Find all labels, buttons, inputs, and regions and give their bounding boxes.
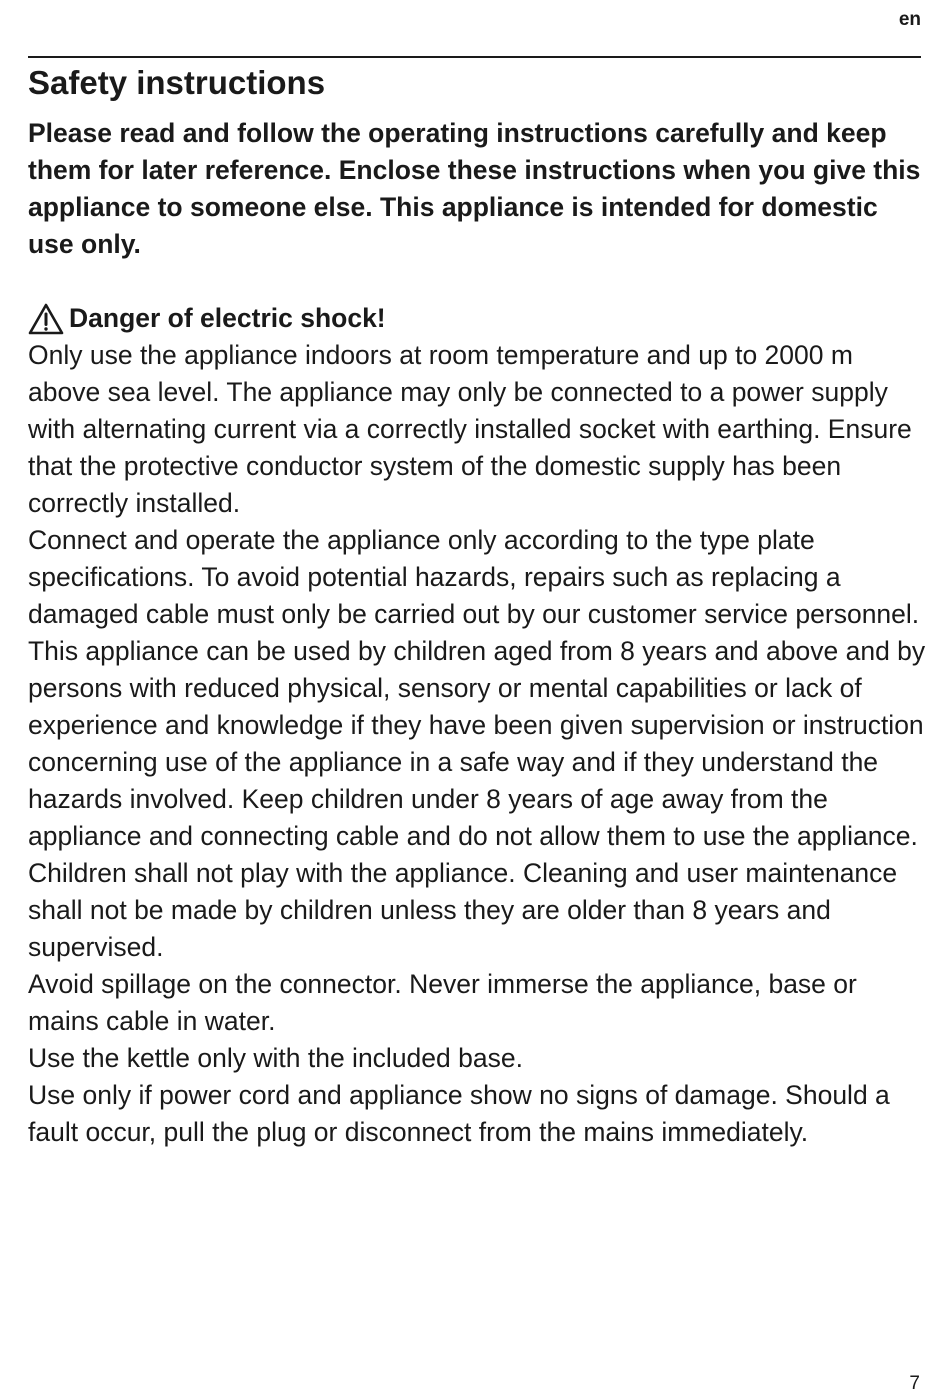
warning-heading: Danger of electric shock! xyxy=(69,303,386,333)
safety-section xyxy=(28,61,928,1151)
warning-heading-row xyxy=(28,300,928,337)
page-number: 7 xyxy=(909,1373,920,1394)
paragraph-children: This appliance can be used by children aged from 8 years and above and by persons with reduced physical, sensory or mental capabilities or lack of experience and knowledge if they have been given supervision or instruction concerning use of the appliance in a safe way and if they understand the hazards involved. Keep children under 8 years of age away from the appliance and connecting cable and do not allow them to use the appliance. Children shall not play with the appliance. Cleaning and user maintenance shall not be made by children unless they are older than 8 years and supervised. xyxy=(28,636,926,962)
paragraph-type-plate: Connect and operate the appliance only according to the type plate specifications. To avoid potential hazards, repairs such as replacing a damaged cable must only be carried out by our customer service personnel. xyxy=(28,525,920,629)
paragraph-base: Use the kettle only with the included base. xyxy=(28,1043,523,1073)
section-title: Safety instructions xyxy=(28,64,326,101)
warning-triangle-icon xyxy=(28,303,64,335)
paragraph-spillage: Avoid spillage on the connector. Never immerse the appliance, base or mains cable in water. xyxy=(28,969,857,1036)
paragraph-damage: Use only if power cord and appliance show no signs of damage. Should a fault occur, pull the plug or disconnect from the mains immediately. xyxy=(28,1080,890,1147)
language-code: en xyxy=(898,9,921,30)
paragraph-electric-supply: Only use the appliance indoors at room temperature and up to 2000 m above sea level. The appliance may only be connected to a power supply with alternating current via a correctly installed socket with earthing. Ensure that the protective conductor system of the domestic supply has been correctly installed. xyxy=(28,340,912,518)
intro-paragraph: Please read and follow the operating instructions carefully and keep them for later reference. Enclose these instructions when you give this appliance to someone else. This appliance is intended for domestic use only. xyxy=(28,118,921,259)
header-divider xyxy=(28,56,921,58)
